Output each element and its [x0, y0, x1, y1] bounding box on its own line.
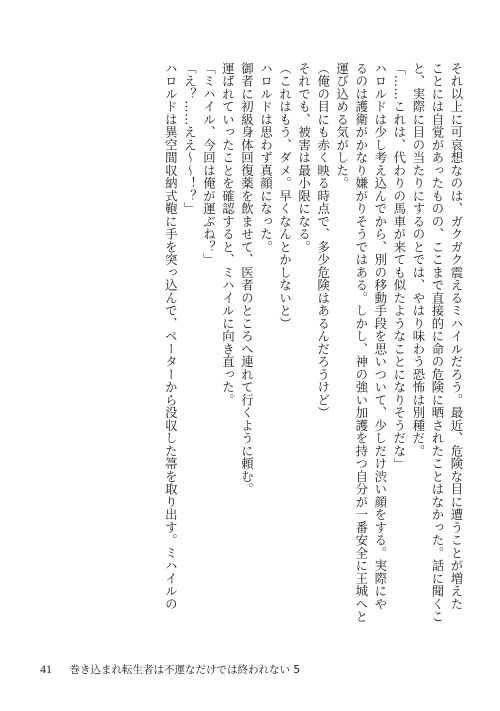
text-line: ことには自覚があったものの、ここまで直接的に命の危険に晒されたことはなかった。話に聞くこ: [429, 62, 445, 623]
page-number: 41: [40, 662, 52, 676]
text-line: それ以上に可哀想なのは、ガクガク震えるミハイルだろう。最近、危険な目に遭うことが増えた: [449, 62, 464, 611]
text-line: 「ミハイル、今回は俺が運ぶね？」: [201, 62, 217, 266]
text-line: るのは護衛がかなり嫌がりそうではある。しかし、神の強い加護を持つ自分が一番安全に王城へと: [353, 62, 369, 623]
text-line: ハロルドは思わず真顔になった。: [258, 62, 274, 254]
text-line: 「え？……ええ～～！？」: [182, 62, 198, 215]
text-line: それでも、被害は最小限になる。: [296, 62, 312, 254]
text-line: （俺の目にも赤く映る時点で、多少危険はあるんだろうけど）: [315, 62, 331, 419]
book-title: 巻き込まれ転生者は不運なだけでは終われない 5: [69, 664, 301, 676]
text-line: 運び込める気がした。: [334, 62, 350, 190]
page-footer: [40, 662, 300, 677]
text-line: と、実際に目の当たりにするのとでは、やはり味わう恐怖は別種だ。: [410, 62, 426, 458]
text-line: 運ばれていったことを確認すると、ミハイルに向き直った。: [220, 62, 236, 407]
text-line: ハロルドは少し考え込んでから、別の移動手段を思いついて、少しだけ渋い顔をする。実際にや: [372, 62, 388, 611]
text-line: 「……これは、代わりの馬車が来ても似たようなことになりそうだな」: [391, 62, 407, 470]
text-line: （これはもう、ダメ。早くなんとかしないと）: [277, 62, 293, 330]
text-line: ハロルドは異空間収納式鞄に手を突っ込んで、ペーターから没収した箒を取り出す。ミハイルの: [163, 62, 179, 611]
body-text: [38, 62, 466, 642]
text-line: 御者に初級身体回復薬を飲ませて、医者のところへ連れて行くように頼む。: [239, 62, 255, 496]
